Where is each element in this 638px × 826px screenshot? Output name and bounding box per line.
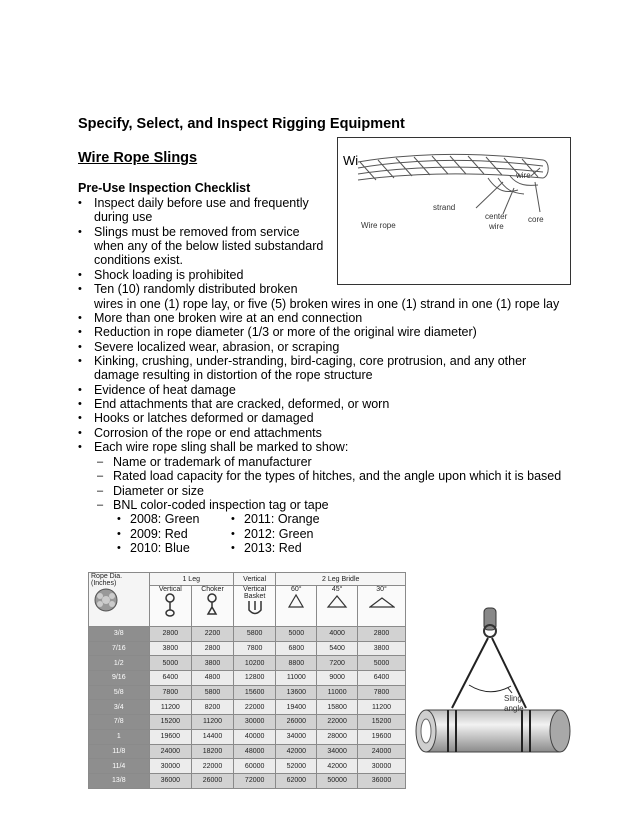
capacity-cell: 30000 xyxy=(149,759,192,774)
capacity-cell: 5000 xyxy=(149,656,192,671)
capacity-table-row xyxy=(89,671,406,686)
capacity-cell: 60000 xyxy=(233,759,276,774)
capacity-cell: 6800 xyxy=(276,641,317,656)
capacity-cell: 13600 xyxy=(276,685,317,700)
capacity-cell: 18200 xyxy=(192,744,234,759)
color-code: • 2013: Red xyxy=(244,541,302,555)
capacity-cell: 15600 xyxy=(233,685,276,700)
bridle-60-icon xyxy=(285,593,307,609)
choker-hitch-icon xyxy=(205,593,219,617)
capacity-cell: 12800 xyxy=(233,671,276,686)
capacity-cell: 15800 xyxy=(317,700,358,715)
checklist-item: • Ten (10) randomly distributed broken xyxy=(94,282,298,296)
capacity-cell: 22000 xyxy=(233,700,276,715)
checklist-item-continued: wires in one (1) rope lay, or five (5) broken wires in one (1) strand in one (1) rope lay xyxy=(94,297,560,311)
rope-cross-section-icon xyxy=(91,587,121,613)
basket-hitch-icon xyxy=(246,600,264,616)
bridle-30-icon xyxy=(369,593,395,609)
capacity-table-row xyxy=(89,773,406,788)
capacity-cell: 19400 xyxy=(276,700,317,715)
checklist-item: • Kinking, crushing, under-stranding, bird-caging, core protrusion, and any other xyxy=(94,354,526,368)
capacity-cell: 5400 xyxy=(317,641,358,656)
capacity-cell: 7800 xyxy=(358,685,406,700)
wire-rope-diagram xyxy=(337,137,571,285)
capacity-cell: 9000 xyxy=(317,671,358,686)
section-title: Wire Rope Slings xyxy=(78,150,198,166)
color-code: • 2011: Orange xyxy=(244,512,320,526)
capacity-cell: 42000 xyxy=(276,744,317,759)
one-leg-header: 1 Leg xyxy=(149,573,233,586)
choker-hitch-column xyxy=(192,586,234,627)
capacity-cell: 4800 xyxy=(192,671,234,686)
rope-diameter-cell: 7/16 xyxy=(89,641,150,656)
capacity-cell: 11000 xyxy=(317,685,358,700)
checklist-item: • Hooks or latches deformed or damaged xyxy=(94,411,314,425)
capacity-cell: 15200 xyxy=(149,715,192,730)
color-code: • 2009: Red xyxy=(130,527,188,541)
angle-45-column xyxy=(317,586,358,627)
capacity-cell: 2800 xyxy=(149,627,192,642)
capacity-cell: 3800 xyxy=(358,641,406,656)
rope-diameter-cell: 3/4 xyxy=(89,700,150,715)
capacity-cell: 19600 xyxy=(358,729,406,744)
checklist-item-continued: conditions exist. xyxy=(94,253,183,267)
capacity-cell: 5800 xyxy=(192,685,234,700)
rope-diameter-cell: 11/8 xyxy=(89,744,150,759)
capacity-cell: 15200 xyxy=(358,715,406,730)
core-label: core xyxy=(528,215,544,224)
capacity-cell: 4000 xyxy=(317,627,358,642)
capacity-table-row xyxy=(89,641,406,656)
checklist-item: • Each wire rope sling shall be marked to show: xyxy=(94,440,348,454)
vertical-hitch-icon xyxy=(163,593,177,617)
sling-angle-figure xyxy=(412,600,574,775)
page-title: Specify, Select, and Inspect Rigging Equipment xyxy=(78,116,405,132)
strand-label: strand xyxy=(433,203,456,212)
capacity-cell: 8800 xyxy=(276,656,317,671)
capacity-cell: 6400 xyxy=(358,671,406,686)
wire-diagram-title-fragment: Wi xyxy=(343,153,359,168)
capacity-cell: 48000 xyxy=(233,744,276,759)
capacity-cell: 28000 xyxy=(317,729,358,744)
capacity-cell: 22000 xyxy=(192,759,234,774)
checklist-item: • End attachments that are cracked, deformed, or worn xyxy=(94,397,389,411)
capacity-cell: 7800 xyxy=(149,685,192,700)
rope-dia-header-line2: (Inches) xyxy=(91,580,117,587)
bridle-45-icon xyxy=(326,593,348,609)
marking-item: – Name or trademark of manufacturer xyxy=(113,455,312,469)
choker-hitch-label: Choker xyxy=(201,586,224,593)
rope-diameter-cell: 13/8 xyxy=(89,773,150,788)
angle-60-column xyxy=(276,586,317,627)
capacity-cell: 3800 xyxy=(149,641,192,656)
center-wire-label-1: center xyxy=(485,212,508,221)
capacity-cell: 8200 xyxy=(192,700,234,715)
capacity-cell: 2200 xyxy=(192,627,234,642)
checklist-item: • Inspect daily before use and frequently xyxy=(94,196,309,210)
capacity-table-row xyxy=(89,729,406,744)
capacity-cell: 40000 xyxy=(233,729,276,744)
capacity-cell: 3800 xyxy=(192,656,234,671)
capacity-cell: 26000 xyxy=(192,773,234,788)
basket-hitch-label-1: Vertical xyxy=(243,586,267,593)
checklist-title: Pre-Use Inspection Checklist xyxy=(78,181,251,195)
capacity-table-body xyxy=(89,627,406,789)
capacity-table-row xyxy=(89,656,406,671)
capacity-cell: 11200 xyxy=(358,700,406,715)
vertical-hitch-label: Vertical xyxy=(158,586,182,593)
angle-30-label: 30° xyxy=(376,586,387,593)
capacity-cell: 24000 xyxy=(358,744,406,759)
capacity-cell: 36000 xyxy=(358,773,406,788)
rope-diameter-cell: 3/8 xyxy=(89,627,150,642)
checklist-item: • More than one broken wire at an end connection xyxy=(94,311,362,325)
capacity-cell: 30000 xyxy=(233,715,276,730)
rope-dia-header xyxy=(89,573,150,627)
capacity-cell: 26000 xyxy=(276,715,317,730)
capacity-cell: 34000 xyxy=(317,744,358,759)
sling-angle-label-2: angle xyxy=(504,704,524,713)
marking-item: – Diameter or size xyxy=(113,484,204,498)
rope-diameter-cell: 11/4 xyxy=(89,759,150,774)
basket-hitch-label-2: Basket xyxy=(243,593,266,600)
color-code: • 2008: Green xyxy=(130,512,200,526)
color-code: • 2012: Green xyxy=(244,527,314,541)
capacity-cell: 30000 xyxy=(358,759,406,774)
capacity-cell: 7200 xyxy=(317,656,358,671)
capacity-cell: 6400 xyxy=(149,671,192,686)
wire-label: wire xyxy=(516,171,531,180)
capacity-cell: 5000 xyxy=(276,627,317,642)
capacity-cell: 36000 xyxy=(149,773,192,788)
center-wire-label-2: wire xyxy=(489,222,504,231)
vertical-header: Vertical xyxy=(233,573,276,586)
capacity-cell: 72000 xyxy=(233,773,276,788)
basket-hitch-column xyxy=(233,586,276,627)
capacity-cell: 2800 xyxy=(192,641,234,656)
rope-diameter-cell: 1 xyxy=(89,729,150,744)
checklist-item: • Reduction in rope diameter (1/3 or more of the original wire diameter) xyxy=(94,325,477,339)
rope-diameter-cell: 7/8 xyxy=(89,715,150,730)
capacity-cell: 52000 xyxy=(276,759,317,774)
rope-diameter-cell: 5/8 xyxy=(89,685,150,700)
capacity-cell: 5000 xyxy=(358,656,406,671)
rope-diameter-cell: 9/16 xyxy=(89,671,150,686)
wire-rope-label: Wire rope xyxy=(361,221,396,230)
capacity-table-row xyxy=(89,759,406,774)
capacity-cell: 11200 xyxy=(192,715,234,730)
checklist-item-continued: during use xyxy=(94,210,153,224)
capacity-cell: 19600 xyxy=(149,729,192,744)
capacity-cell: 24000 xyxy=(149,744,192,759)
marking-item: – Rated load capacity for the types of hitches, and the angle upon which it is based xyxy=(113,469,561,483)
two-leg-header: 2 Leg Bridle xyxy=(276,573,406,586)
capacity-cell: 11000 xyxy=(276,671,317,686)
color-code: • 2010: Blue xyxy=(130,541,190,555)
capacity-table-row xyxy=(89,700,406,715)
capacity-cell: 7800 xyxy=(233,641,276,656)
vertical-hitch-column xyxy=(149,586,192,627)
capacity-cell: 14400 xyxy=(192,729,234,744)
capacity-table-row xyxy=(89,627,406,642)
sling-lifting-pipe-illustration xyxy=(412,600,574,775)
rope-dia-header-line1: Rope Dia. xyxy=(91,573,123,580)
checklist-item: • Shock loading is prohibited xyxy=(94,268,243,282)
capacity-table-row xyxy=(89,715,406,730)
capacity-cell: 50000 xyxy=(317,773,358,788)
capacity-cell: 34000 xyxy=(276,729,317,744)
capacity-table-row xyxy=(89,685,406,700)
capacity-cell: 2800 xyxy=(358,627,406,642)
checklist-item: • Corrosion of the rope or end attachments xyxy=(94,426,322,440)
checklist-item: • Evidence of heat damage xyxy=(94,383,236,397)
rated-capacity-table xyxy=(88,572,406,789)
capacity-cell: 5800 xyxy=(233,627,276,642)
checklist-item: • Severe localized wear, abrasion, or scraping xyxy=(94,340,339,354)
angle-45-label: 45° xyxy=(331,586,343,593)
sling-angle-label-1: Sling xyxy=(504,694,522,703)
checklist-item-continued: when any of the below listed substandard xyxy=(94,239,324,253)
marking-item: – BNL color-coded inspection tag or tape xyxy=(113,498,329,512)
checklist-item: • Slings must be removed from service xyxy=(94,225,300,239)
rope-diameter-cell: 1/2 xyxy=(89,656,150,671)
capacity-table-row xyxy=(89,744,406,759)
capacity-cell: 11200 xyxy=(149,700,192,715)
capacity-cell: 22000 xyxy=(317,715,358,730)
angle-30-column xyxy=(358,586,406,627)
capacity-cell: 62000 xyxy=(276,773,317,788)
capacity-cell: 42000 xyxy=(317,759,358,774)
capacity-cell: 10200 xyxy=(233,656,276,671)
checklist-item-continued: damage resulting in distortion of the rope structure xyxy=(94,368,373,382)
angle-60-label: 60° xyxy=(291,586,302,593)
